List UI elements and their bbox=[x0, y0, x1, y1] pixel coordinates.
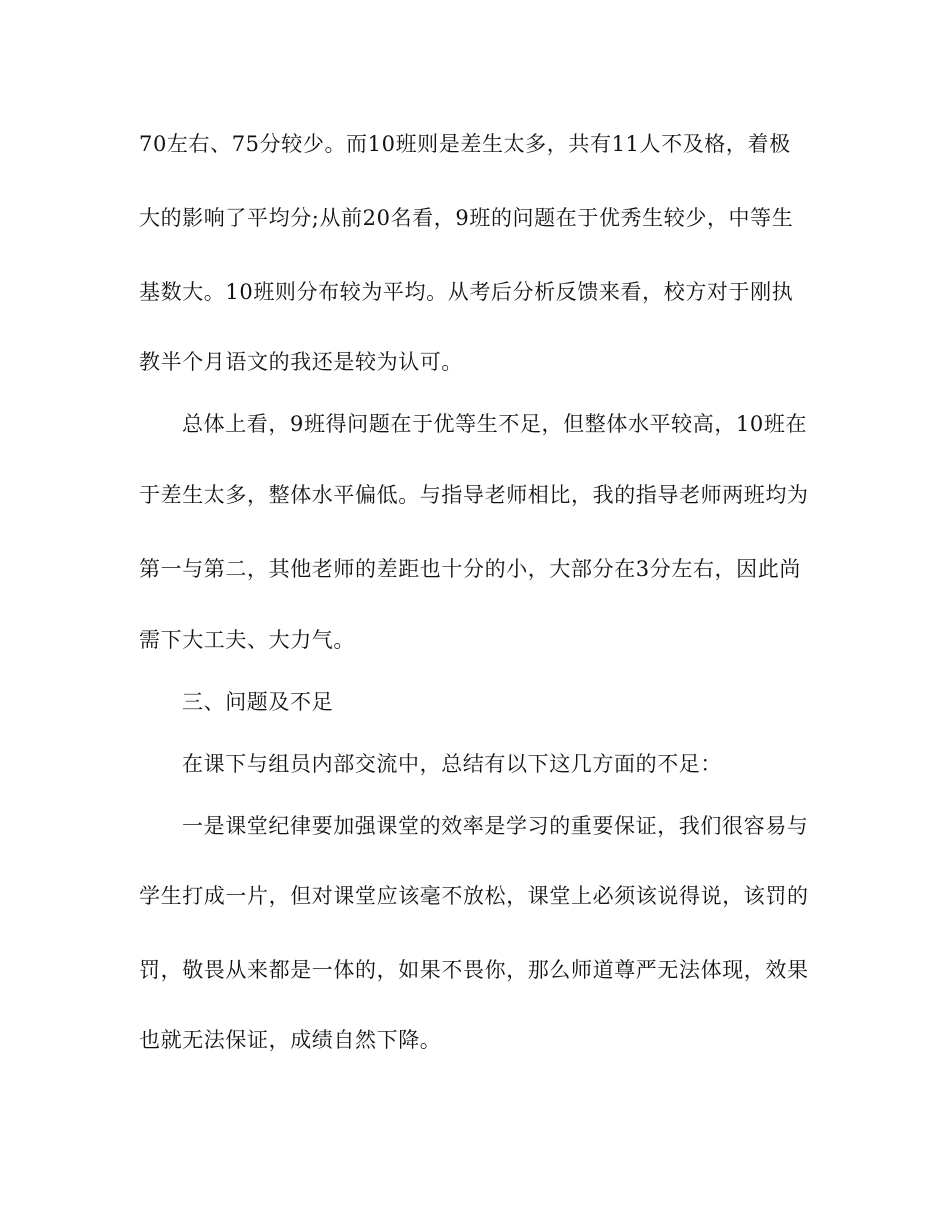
paragraph-line: 学生打成一片，但对课堂应该毫不放松，课堂上必须该说得说，该罚的 bbox=[139, 884, 809, 908]
paragraph-line: 70左右、75分较少。而10班则是差生太多，共有11人不及格，着极 bbox=[139, 132, 791, 156]
paragraph-line: 基数大。10班则分布较为平均。从考后分析反馈来看，校方对于刚执 bbox=[139, 280, 794, 304]
paragraph-line: 于差生太多，整体水平偏低。与指导老师相比，我的指导老师两班均为 bbox=[139, 483, 809, 507]
paragraph-line: 需下大工夫、大力气。 bbox=[139, 628, 355, 652]
paragraph-line: 教半个月语文的我还是较为认可。 bbox=[139, 350, 463, 374]
paragraph-line: 一是课堂纪律要加强课堂的效率是学习的重要保证，我们很容易与 bbox=[182, 814, 809, 838]
paragraph-line: 在课下与组员内部交流中，总结有以下这几方面的不足： bbox=[182, 752, 722, 776]
paragraph-line: 罚，敬畏从来都是一体的，如果不畏你，那么师道尊严无法体现，效果 bbox=[139, 958, 809, 982]
paragraph-line: 总体上看，9班得问题在于优等生不足，但整体水平较高，10班在 bbox=[182, 412, 808, 436]
paragraph-line: 第一与第二，其他老师的差距也十分的小，大部分在3分左右，因此尚 bbox=[139, 557, 801, 581]
paragraph-line: 大的影响了平均分;从前20名看，9班的问题在于优秀生较少，中等生 bbox=[139, 206, 794, 230]
section-heading: 三、问题及不足 bbox=[182, 690, 334, 714]
paragraph-line: 也就无法保证，成绩自然下降。 bbox=[139, 1028, 442, 1052]
